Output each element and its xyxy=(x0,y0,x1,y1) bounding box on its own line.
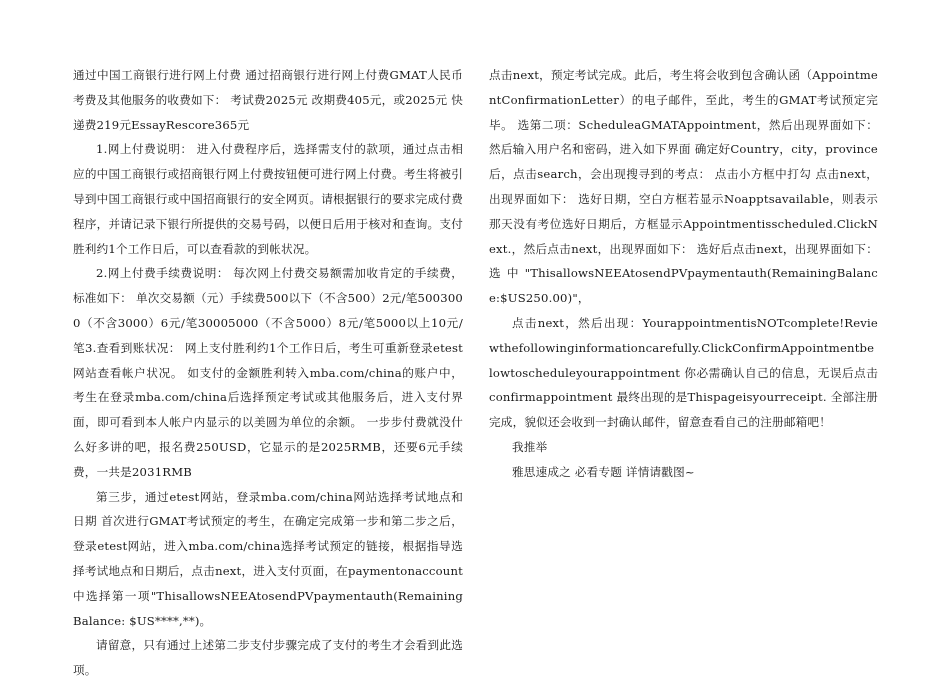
handling-fee-note-paragraph: 2.网上付费手续费说明： 每次网上付费交易额需加收肯定的手续费，标准如下： 单次交易额（元）手续费500以下（不含500）2元/笔5003000（不含3000）6元/笔30005000（不含5000）8元/笔5000以上10元/笔3.查看到账状况： 网上支付胜利约1个工作日后，考生可重新登录etest网站查看帐户状况。 如支付的金额胜利转入mba.com/china的账户中，考生在登录mba.com/china后选择预定考试或其他服务后，进入支付界面，即可看到本人帐户内显示的以美圆为单位的余额。 一步步付费就没什么好多讲的吧，报名费250USD，它显示的是2025RMB，还要6元手续费，一共是2031RMB xyxy=(73,266,463,479)
step-three-paragraph: 第三步，通过etest网站，登录mba.com/china网站选择考试地点和日期 首次进行GMAT考试预定的考生，在确定完成第一步和第二步之后，登录etest网站，进入mba.com/china选择考试预定的链接，根据指导选择考试地点和日期后，点击next，进入支付页面，在paymentonaccount中选择第一项"ThisallowsNEEAtosendPVpaymentauth(RemainingBalance: $US****,**)。 xyxy=(73,489,463,628)
notice-paragraph: 请留意，只有通过上述第二步支付步骤完成了支付的考生才会看到此选项。 xyxy=(73,638,463,678)
recommend-heading: 我推举 xyxy=(512,439,548,454)
appointment-steps-paragraph: 点击next，预定考试完成。此后，考生将会收到包含确认函（AppointmentConfirmationLetter）的电子邮件，至此，考生的GMAT考试预定完毕。 选第二项：ScheduleaGMATAppointment，然后出现界面如下： 然后输入用户名和密码，进入如下界面 确定好Country，city，province后，点击search，会出现搜寻到的考点： 点击小方框中打勾 点击next，出现界面如下： 选好日期，空白方框若显示Noapptsavailable，则表示那天没有考位选好日期后，方框显示Appointmentisscheduled.ClickNext.，然后点击next，出现界面如下： 选好后点击next，出现界面如下： 选中"ThisallowsNEEAtosendPVpaymentauth(RemainingBalance:$US250.00)"， xyxy=(489,68,878,306)
left-text-column xyxy=(73,63,463,683)
ielts-promo-text: 雅思速成之 必看专题 详情请戳图~ xyxy=(512,464,695,479)
right-text-column xyxy=(489,63,878,485)
fee-intro-paragraph: 通过中国工商银行进行网上付费 通过招商银行进行网上付费GMAT人民币考费及其他服务的收费如下： 考试费2025元 改期费405元，或2025元 快递费219元EssayRescore365元 xyxy=(73,68,463,132)
confirm-appointment-paragraph: 点击next，然后出现：YourappointmentisNOTcomplete!Reviewthefollowinginformationcarefully.ClickConfirmAppointmentbelowtoscheduleyourappointment 你必需确认自己的信息，无误后点击confirmappointment 最终出现的是Thispageisyourreceipt. 全部注册完成，貌似还会收到一封确认邮件，留意查看自己的注册邮箱吧！ xyxy=(489,315,878,430)
online-payment-note-paragraph: 1.网上付费说明： 进入付费程序后，选择需支付的款项，通过点击相应的中国工商银行或招商银行网上付费按钮便可进行网上付费。考生将被引导到中国工商银行或中国招商银行的安全网页。请根据银行的要求完成付费程序，并请记录下银行所提供的交易号码，以便日后用于核对和查询。支付胜利约1个工作日后，可以查看款的到帐状况。 xyxy=(73,142,463,256)
